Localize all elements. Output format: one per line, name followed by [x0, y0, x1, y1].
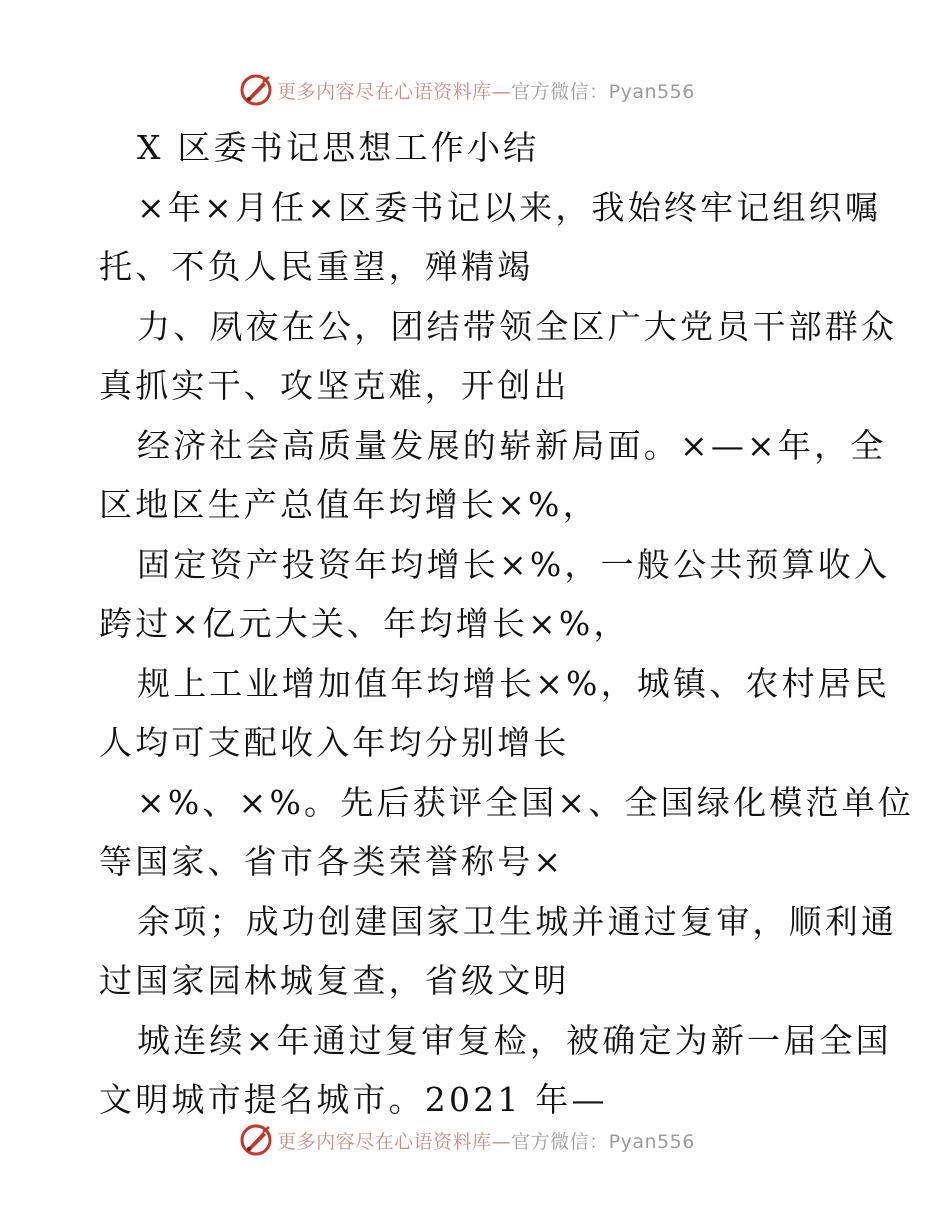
watermark-text: 更多内容尽在心语资料库— — [277, 80, 512, 103]
text-line: 过国家园林城复查，省级文明 — [99, 961, 570, 1000]
text-line: 规上工业增加值年均增长×%，城镇、农村居民 — [137, 663, 891, 703]
text-line: 跨过×亿元大关、年均增长×%， — [99, 604, 630, 643]
header-watermark — [0, 70, 950, 110]
quill-pen-icon — [239, 1123, 273, 1157]
text-line: 文明城市提名城市。2021 年— — [99, 1080, 608, 1119]
text-line: ×%、×%。先后获评全国×、全国绿化模范单位 — [137, 782, 915, 822]
text-line: 力、夙夜在公，团结带领全区广大党员干部群众 — [137, 306, 898, 346]
text-line: 固定资产投资年均增长×%，一般公共预算收入 — [137, 544, 891, 584]
text-line: 等国家、省市各类荣誉称号× — [99, 842, 565, 881]
text-line: 城连续×年通过复审复检，被确定为新一届全国 — [137, 1020, 892, 1060]
text-line: ×年×月任×区委书记以来，我始终牢记组织嘱 — [137, 187, 882, 227]
watermark-wechat: 官方微信：Pyan556 — [511, 80, 695, 103]
text-line: 经济社会高质量发展的崭新局面。×—×年，全 — [137, 425, 887, 465]
document-body — [99, 118, 915, 1130]
document-title: X 区委书记思想工作小结 — [137, 128, 540, 167]
text-line: 托、不负人民重望，殚精竭 — [99, 247, 534, 286]
text-line: 余项；成功创建国家卫生城并通过复审，顺利通 — [137, 901, 898, 941]
text-line: 区地区生产总值年均增长×%， — [99, 485, 599, 524]
text-line: 真抓实干、攻坚克难，开创出 — [99, 366, 570, 405]
footer-watermark — [0, 1120, 950, 1160]
watermark-text: 更多内容尽在心语资料库— — [277, 1130, 512, 1153]
text-line: 人均可支配收入年均分别增长 — [99, 723, 570, 762]
watermark-wechat: 官方微信：Pyan556 — [511, 1130, 695, 1153]
quill-pen-icon — [239, 73, 273, 107]
